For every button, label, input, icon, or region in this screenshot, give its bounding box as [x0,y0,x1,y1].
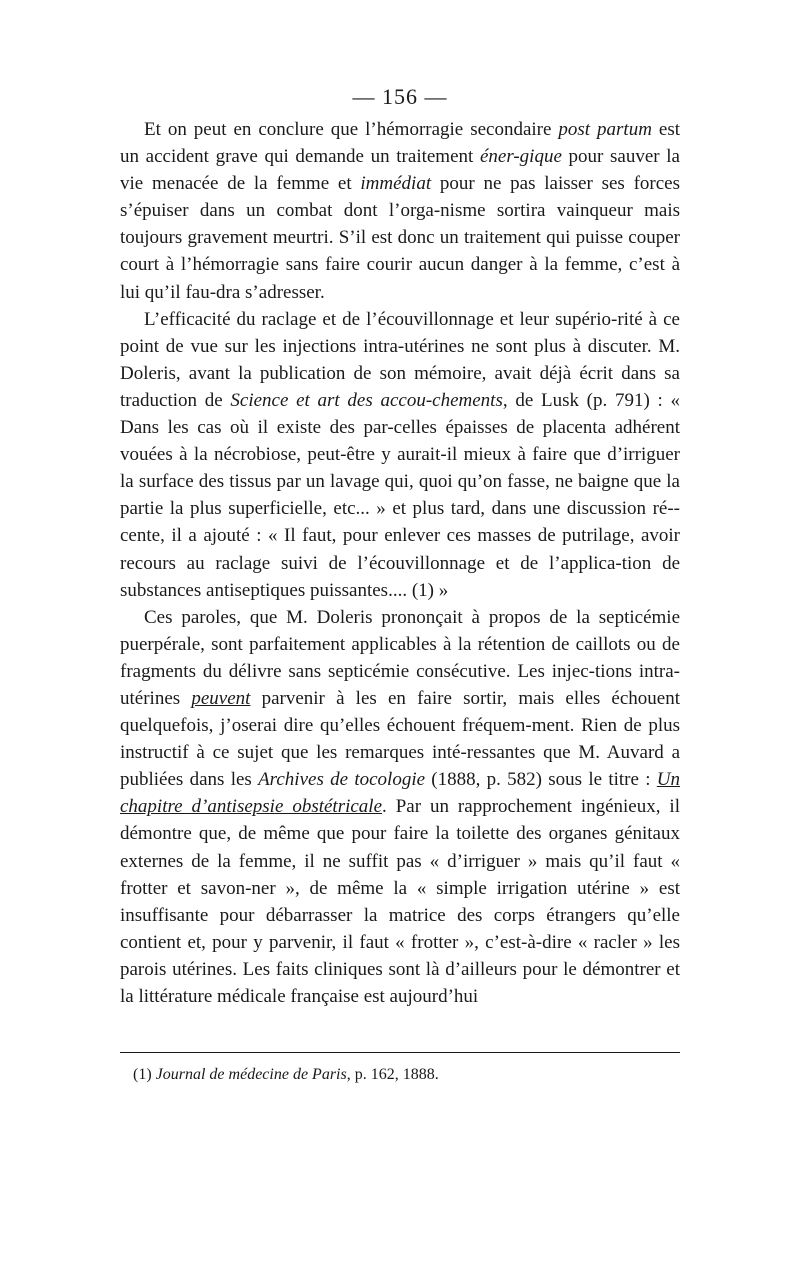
footnote-citation: , p. 162, 1888. [346,1066,439,1083]
footnote [133,1064,680,1086]
text-run: , de Lusk (p. 791) : « Dans les cas où il existe des par-celles épaisses de placenta adhérent vouées à la nécrobiose, peut-être y aurait-il mieux à faire que d’irriguer la surface des tissus par un lavage qui, quoi qu’on fasse, ne baigne que la partie la plus superficielle, etc... » et plus tard, dans une discussion ré-cente, il a ajouté : « Il faut, pour enlever ces masses de putrilage, avoir recours au raclage suivi de l’écouvillonnage et de l’applica-tion de substances antiseptiques puissantes.... (1) » [120,389,680,601]
body-text [120,116,680,1010]
text-run: parvenir à les en faire sortir, mais elles échouent quelquefois, j’oserai dire qu’elles échouent fréquem-ment. Rien de plus instructif à ce sujet que les remarques inté-ressantes que M. Auvard a publiées dans les [120,687,680,791]
text-run: Ces paroles, que M. Doleris prononçait à propos de la septicémie puerpérale, sont parfaitement applicables à la rétention de caillots ou de fragments du délivre sans septicémie consécutive. Les injec-tions intra-utérines [120,606,680,709]
text-run: est un accident grave qui demande un traitement [120,119,681,168]
text-run: Et on peut en conclure que l’hémorragie secondaire [144,119,559,140]
italic-run: Science et art des accou-chements [230,389,503,411]
text-run: . Par un rapprochement ingénieux, il démontre que, de même que pour faire la toilette des organes génitaux externes de la femme, il ne suffit pas « d’irriguer » mais qu’il faut « frotter et savon-ner », de même la « simple irrigation utérine » est insuffisante pour débarrasser la matrice des corps étrangers qu’elle contient et, pour y parvenir, il faut « frotter », c’est-à-dire « racler » les parois utérines. Les faits cliniques sont là d’ailleurs pour le démontrer et la littérature médicale française est aujourd’hui [120,796,680,1007]
page-number: — 156 — [352,84,448,109]
text-run: pour sauver la vie menacée de la femme et [120,146,680,195]
underlined-run: peuvent [191,687,251,709]
underlined-run: Un chapitre d’antisepsie obstétricale [120,769,680,818]
italic-run: post partum [558,119,652,140]
text-run: pour ne pas laisser ses forces s’épuiser dans un combat dont l’orga-nisme sortira vainqueur mais toujours gravement meurtri. S’il est donc un traitement qui puisse couper court à l’hémorragie sans faire courir aucun danger à la femme, c’est à lui qu’il fau-dra s’adresser. [120,173,680,303]
paragraph-2 [120,306,680,604]
italic-run: éner-gique [479,146,562,168]
paragraph-1 [120,116,680,306]
footnote-divider [120,1052,680,1053]
text-run: (1888, p. 582) sous le titre : [425,769,657,791]
footnote-journal-title: Journal de médecine de Paris [155,1066,347,1083]
text-run: L’efficacité du raclage et de l’écouvillonnage et leur supério-rité à ce point de vue sur les injections intra-utérines ne sont plus à discuter. M. Doleris, avant la publication de son mémoire, avait déjà écrit dans sa traduction de [120,308,680,411]
italic-run: immédiat [360,173,432,195]
italic-run: Archives de tocologie [258,769,426,791]
paragraph-3 [120,604,680,1010]
footnote-marker: (1) [133,1066,156,1083]
